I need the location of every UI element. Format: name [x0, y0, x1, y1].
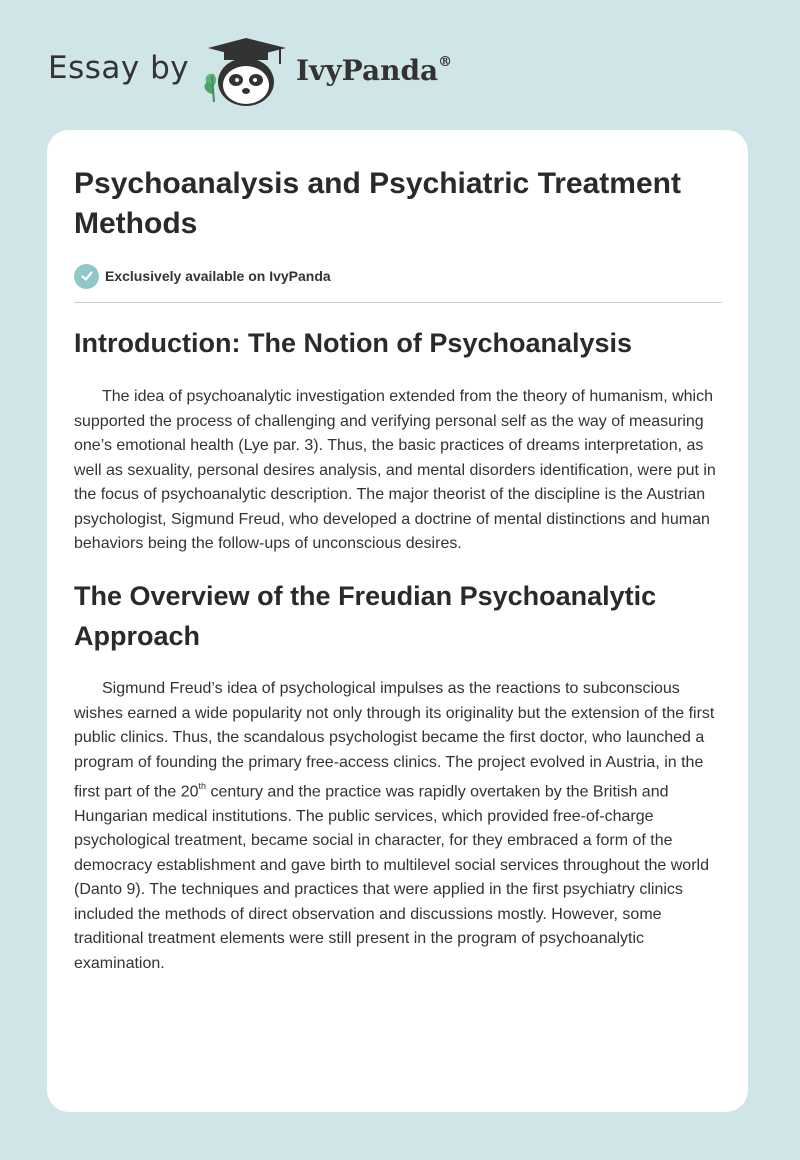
- section-paragraph-introduction: The idea of psychoanalytic investigation extended from the theory of humanism, which supported the process of challenging and verifying personal self as the way of measuring one’s emotional health (Lye par. 3). Thus, the basic practices of dreams interpretation, as well as sexuality, personal desires analysis, and mental disorders identification, were put in the focus of psychoanalytic description. The major theorist of the discipline is the Austrian psychologist, Sigmund Freud, who developed a doctrine of mental distinctions and human behaviors being the follow-ups of unconscious desires.: [74, 388, 716, 552]
- divider: [74, 302, 722, 303]
- trademark-symbol: ®: [438, 53, 453, 70]
- essay-card: [47, 130, 748, 1112]
- section-heading-freudian-approach: The Overview of the Freudian Psychoanalytic Approach: [74, 581, 657, 651]
- panda-graduate-icon[interactable]: [200, 36, 292, 108]
- exclusive-badge-text: Exclusively available on IvyPanda: [105, 268, 331, 284]
- superscript-th: th: [198, 781, 207, 791]
- essay-by-label: Essay by: [48, 50, 190, 86]
- exclusive-badge: [74, 263, 331, 289]
- check-circle-icon: [74, 264, 99, 289]
- essay-title: Psychoanalysis and Psychiatric Treatment Methods: [74, 167, 681, 240]
- brand-name[interactable]: IvyPanda®: [296, 53, 453, 87]
- site-header: [0, 0, 800, 130]
- section-heading-introduction: Introduction: The Notion of Psychoanalysis: [74, 328, 633, 358]
- section-paragraph-freudian-approach: Sigmund Freud’s idea of psychological impulses as the reactions to subconscious wishes earned a wide popularity not only through its originality but the extension of the first public clinics. Thus, the scandalous psychologist became the first doctor, who launched a program of founding the primary free-access clinics. The project evolved in Austria, in the first part of the 20th century and the practice was rapidly overtaken by the British and Hungarian medical institutions. The public services, which provided free-of-charge psychological treatment, became social in character, for they embraced a form of the democracy establishment and gave birth to multilevel social services throughout the world (Danto 9). The techniques and practices that were applied in the first psychiatry clinics included the methods of direct observation and discussions mostly. However, some traditional treatment elements were still present in the program of psychoanalytic examination.: [74, 680, 715, 972]
